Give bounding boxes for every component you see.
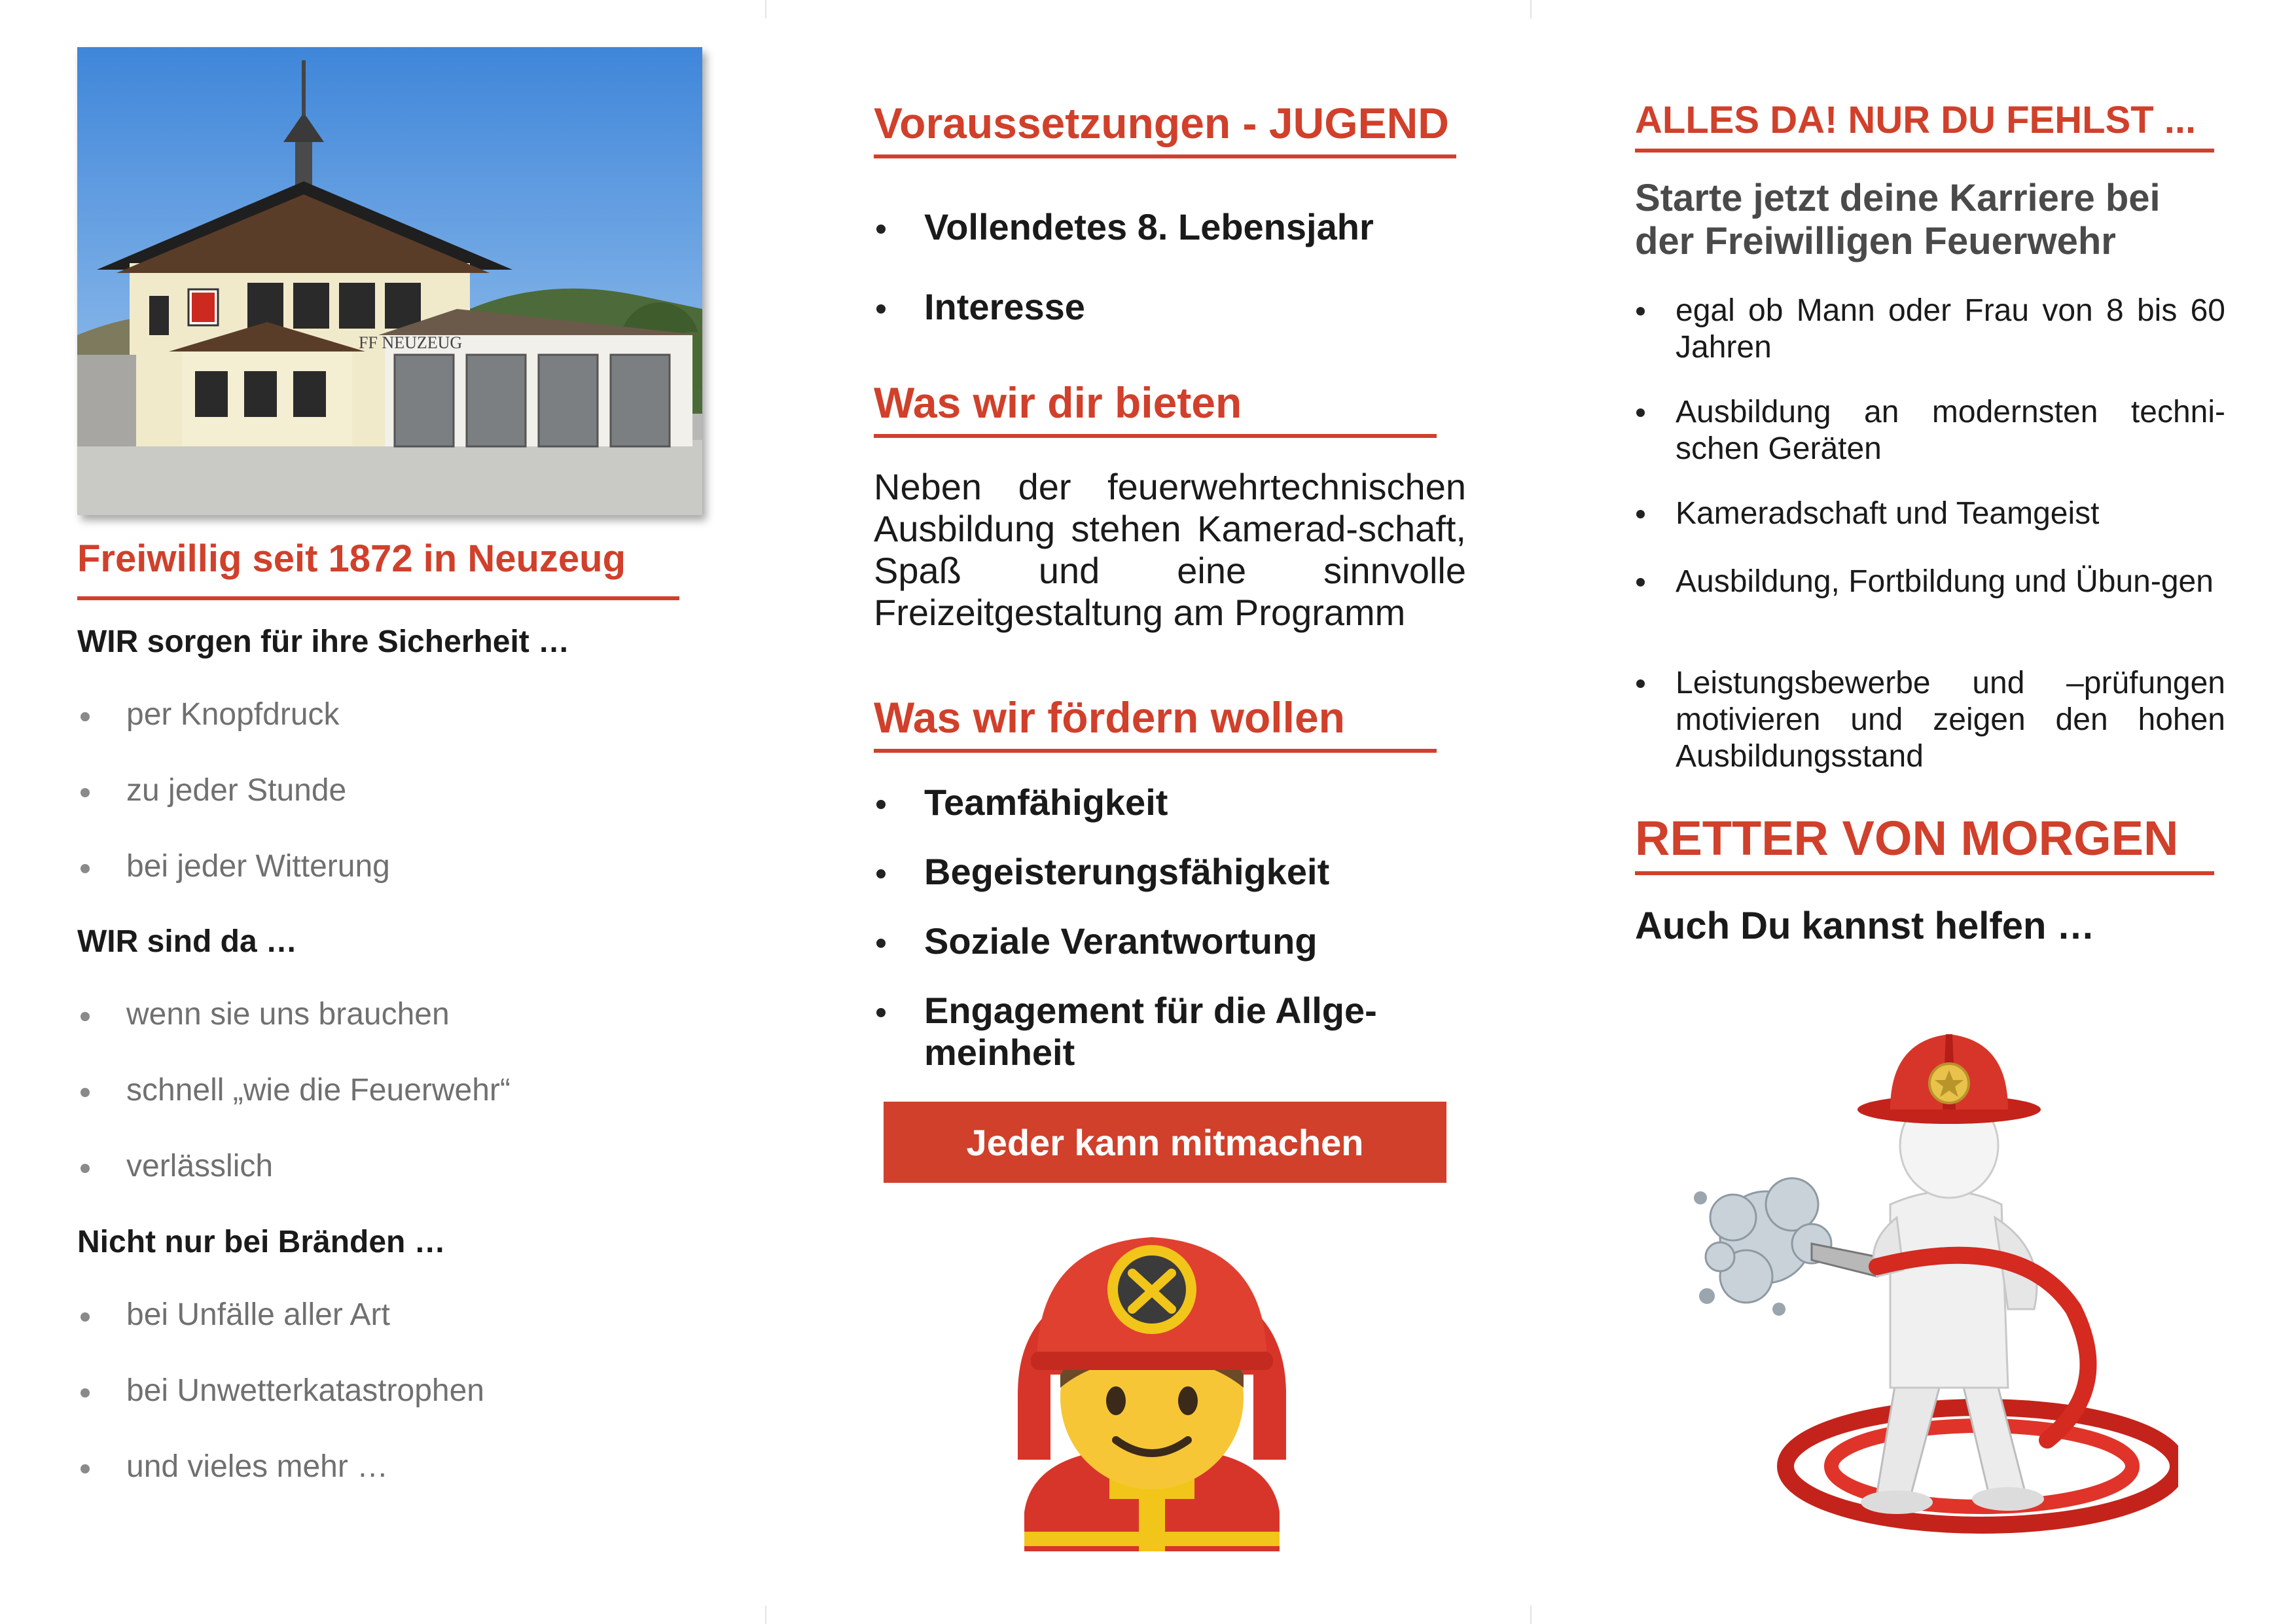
requirements-heading: Voraussetzungen - JUGEND (874, 98, 1456, 158)
list-item: Soziale Verantwortung (924, 920, 1318, 962)
list-item: schnell „wie die Feuerwehr“ (126, 1073, 511, 1108)
section-heading-not-only-fires: Nicht nur bei Bränden … (77, 1225, 446, 1259)
join-button[interactable]: Jeder kann mitmachen (884, 1102, 1446, 1183)
list-item: verlässlich (126, 1149, 274, 1183)
promote-heading: Was wir fördern wollen (874, 693, 1437, 753)
fold-mark-bottom-right (1530, 1606, 1532, 1624)
list-item: Vollendetes 8. Lebensjahr (924, 206, 1374, 247)
list-item: Ausbildung an modernsten techni-schen Geräten (1676, 395, 2225, 466)
panel-left (77, 0, 687, 1624)
panel-right (1635, 0, 2225, 1624)
list-item: Kameradschaft und Teamgeist (1676, 496, 2225, 532)
list-item: und vieles mehr … (126, 1449, 389, 1484)
list-item: bei jeder Witterung (126, 849, 390, 884)
panel-left-title: Freiwillig seit 1872 in Neuzeug (77, 537, 679, 600)
list-item: per Knopfdruck (126, 697, 340, 732)
section-heading-security: WIR sorgen für ihre Sicherheit … (77, 624, 570, 659)
offer-text: Neben der feuerwehrtechnischen Ausbildung stehen Kamerad-schaft, Spaß und eine sinnvolle Freizeitgestaltung am Programm (874, 466, 1466, 633)
rescuers-of-tomorrow-heading: RETTER VON MORGEN (1635, 810, 2214, 875)
list-item: bei Unfälle aller Art (126, 1297, 390, 1332)
firefighter-emoji-icon (1011, 1224, 1293, 1551)
list-item: Ausbildung, Fortbildung und Übun-gen (1676, 564, 2225, 600)
list-item: zu jeder Stunde (126, 773, 347, 808)
list-item: Begeisterungsfähigkeit (924, 851, 1330, 892)
fold-mark-bottom-left (765, 1606, 766, 1624)
fold-mark-top-right (1530, 0, 1532, 18)
fire-station-photo (77, 47, 702, 515)
list-item: Engagement für die Allge-meinheit (924, 990, 1435, 1074)
list-item: Leistungsbewerbe und –prüfungen motivieren und zeigen den hohen Ausbildungsstand (1676, 666, 2225, 774)
list-item: Interesse (924, 286, 1085, 327)
station-sign: FF NEUZEUG (359, 333, 463, 352)
panel-right-heading: ALLES DA! NUR DU FEHLST ... (1635, 98, 2214, 153)
fold-mark-top-left (765, 0, 766, 18)
list-item: wenn sie uns brauchen (126, 997, 450, 1032)
list-item: egal ob Mann oder Frau von 8 bis 60 Jahren (1676, 293, 2225, 365)
fire-station-illustration (77, 47, 702, 515)
section-heading-available: WIR sind da … (77, 924, 297, 959)
list-item: bei Unwetterkatastrophen (126, 1373, 484, 1408)
offer-heading: Was wir dir bieten (874, 378, 1437, 438)
firefighter-3d-figure-icon (1681, 969, 2178, 1558)
panel-middle (874, 0, 1476, 1624)
you-can-help-text: Auch Du kannst helfen … (1635, 905, 2095, 947)
career-lead: Starte jetzt deine Karriere bei der Freiwilligen Feuerwehr (1635, 177, 2161, 262)
list-item: Teamfähigkeit (924, 782, 1168, 823)
